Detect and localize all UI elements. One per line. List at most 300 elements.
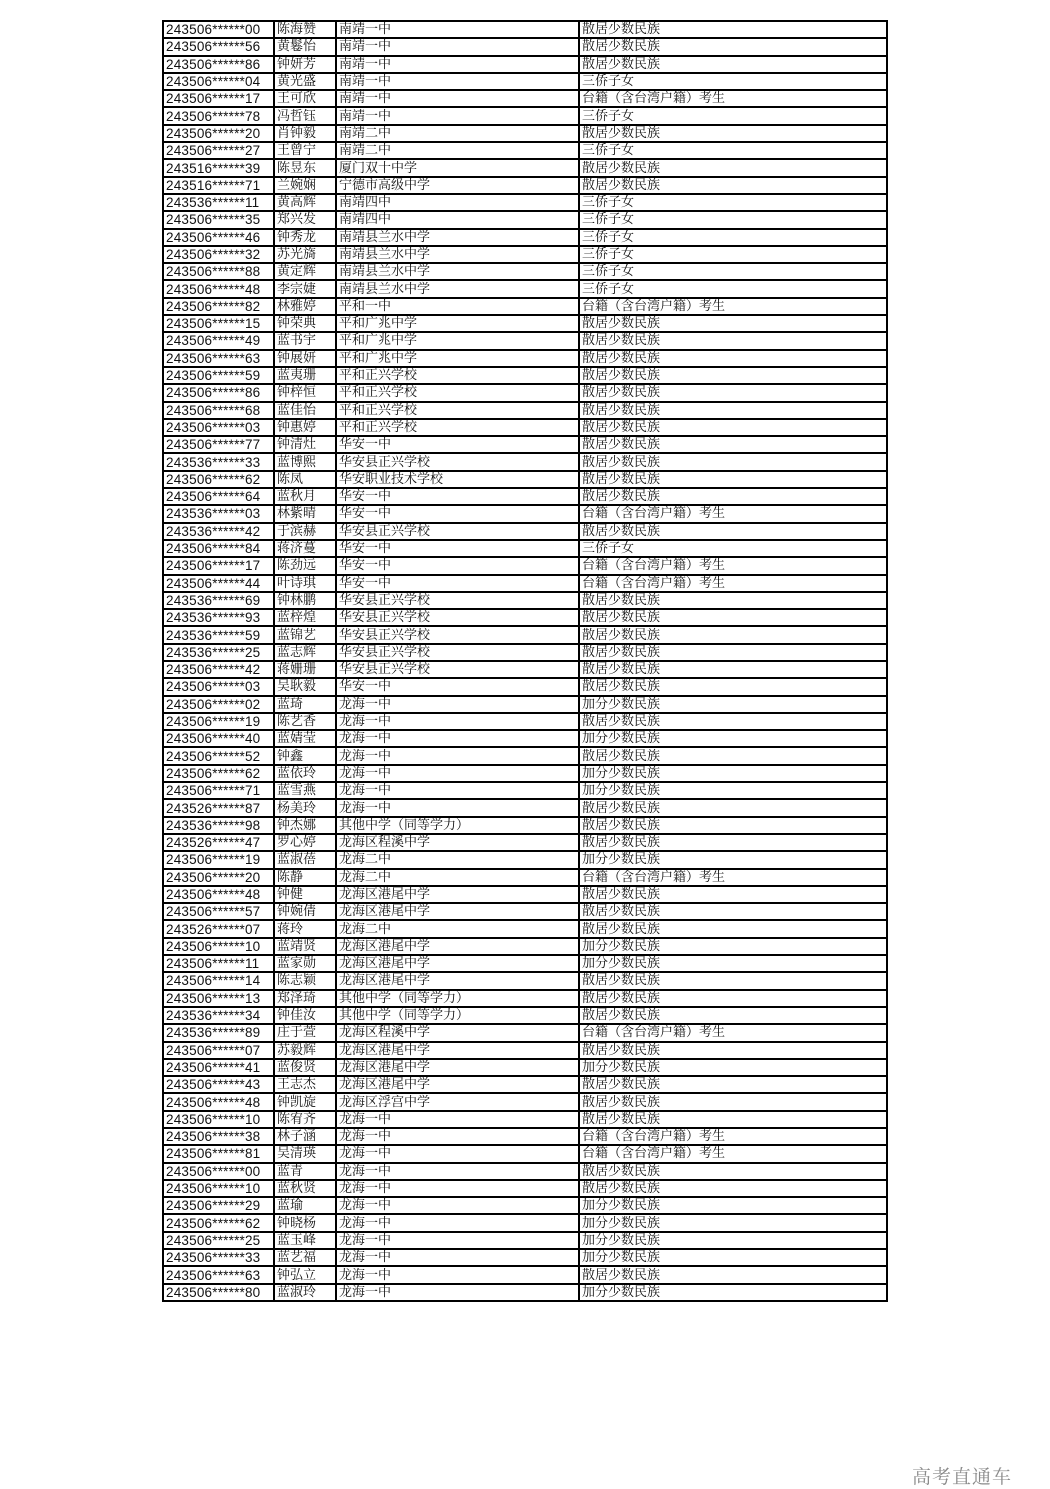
exam-id-cell: 243506******27: [163, 142, 274, 159]
exam-id-cell: 243536******25: [163, 644, 274, 661]
name-cell: 蒋玲: [274, 920, 336, 937]
name-cell: 蓝佳怡: [274, 402, 336, 419]
school-cell: 龙海一中: [336, 1163, 579, 1180]
category-cell: 加分少数民族: [579, 1249, 887, 1266]
category-cell: 散居少数民族: [579, 747, 887, 764]
name-cell: 陈静: [274, 869, 336, 886]
name-cell: 蓝雪燕: [274, 782, 336, 799]
name-cell: 郑泽琦: [274, 990, 336, 1007]
name-cell: 林雅婷: [274, 298, 336, 315]
name-cell: 蓝青: [274, 1163, 336, 1180]
name-cell: 陈劲远: [274, 557, 336, 574]
school-cell: 华安一中: [336, 488, 579, 505]
category-cell: 散居少数民族: [579, 678, 887, 695]
table-row: [163, 1249, 887, 1266]
exam-id-cell: 243506******11: [163, 955, 274, 972]
category-cell: 散居少数民族: [579, 1042, 887, 1059]
table-row: [163, 557, 887, 574]
school-cell: 龙海区程溪中学: [336, 1024, 579, 1041]
category-cell: 散居少数民族: [579, 626, 887, 643]
exam-id-cell: 243536******42: [163, 523, 274, 540]
name-cell: 钟杰娜: [274, 817, 336, 834]
name-cell: 林紫晴: [274, 505, 336, 522]
school-cell: 龙海一中: [336, 1249, 579, 1266]
table-row: [163, 90, 887, 107]
table-row: [163, 644, 887, 661]
school-cell: 华安县正兴学校: [336, 661, 579, 678]
category-cell: 散居少数民族: [579, 799, 887, 816]
category-cell: 加分少数民族: [579, 765, 887, 782]
exam-id-cell: 243536******11: [163, 194, 274, 211]
category-cell: 散居少数民族: [579, 350, 887, 367]
school-cell: 平和正兴学校: [336, 367, 579, 384]
name-cell: 钟健: [274, 886, 336, 903]
category-cell: 散居少数民族: [579, 903, 887, 920]
exam-id-cell: 243506******68: [163, 402, 274, 419]
exam-id-cell: 243506******62: [163, 765, 274, 782]
category-cell: 散居少数民族: [579, 471, 887, 488]
category-cell: 三侨子女: [579, 246, 887, 263]
category-cell: 散居少数民族: [579, 1111, 887, 1128]
table-row: [163, 575, 887, 592]
category-cell: 散居少数民族: [579, 609, 887, 626]
category-cell: 散居少数民族: [579, 886, 887, 903]
category-cell: 散居少数民族: [579, 1076, 887, 1093]
school-cell: 龙海区港尾中学: [336, 972, 579, 989]
name-cell: 吴清瑛: [274, 1145, 336, 1162]
name-cell: 黄鬈怡: [274, 38, 336, 55]
category-cell: 加分少数民族: [579, 1232, 887, 1249]
school-cell: 南靖县兰水中学: [336, 246, 579, 263]
name-cell: 蓝俊贤: [274, 1059, 336, 1076]
category-cell: 散居少数民族: [579, 177, 887, 194]
exam-id-cell: 243506******56: [163, 38, 274, 55]
school-cell: 平和一中: [336, 298, 579, 315]
category-cell: 散居少数民族: [579, 817, 887, 834]
exam-id-cell: 243506******82: [163, 298, 274, 315]
exam-id-cell: 243506******25: [163, 1232, 274, 1249]
name-cell: 陈志颖: [274, 972, 336, 989]
exam-id-cell: 243506******40: [163, 730, 274, 747]
name-cell: 吴耿毅: [274, 678, 336, 695]
school-cell: 龙海区港尾中学: [336, 886, 579, 903]
school-cell: 龙海一中: [336, 1266, 579, 1283]
name-cell: 冯哲钰: [274, 107, 336, 124]
table-row: [163, 21, 887, 38]
category-cell: 加分少数民族: [579, 938, 887, 955]
table-row: [163, 1093, 887, 1110]
table-row: [163, 920, 887, 937]
school-cell: 南靖一中: [336, 73, 579, 90]
name-cell: 钟惠婷: [274, 419, 336, 436]
name-cell: 王志杰: [274, 1076, 336, 1093]
name-cell: 蓝锦艺: [274, 626, 336, 643]
table-row: [163, 747, 887, 764]
school-cell: 华安一中: [336, 436, 579, 453]
name-cell: 苏光旖: [274, 246, 336, 263]
school-cell: 龙海二中: [336, 851, 579, 868]
name-cell: 蓝秋月: [274, 488, 336, 505]
school-cell: 平和广兆中学: [336, 350, 579, 367]
exam-id-cell: 243536******33: [163, 453, 274, 470]
exam-id-cell: 243506******20: [163, 869, 274, 886]
school-cell: 龙海一中: [336, 765, 579, 782]
category-cell: 散居少数民族: [579, 1007, 887, 1024]
table-row: [163, 384, 887, 401]
school-cell: 平和广兆中学: [336, 332, 579, 349]
category-cell: 三侨子女: [579, 229, 887, 246]
category-cell: 三侨子女: [579, 540, 887, 557]
table-row: [163, 938, 887, 955]
category-cell: 加分少数民族: [579, 1059, 887, 1076]
category-cell: 台籍（含台湾户籍）考生: [579, 1024, 887, 1041]
category-cell: 散居少数民族: [579, 713, 887, 730]
school-cell: 龙海一中: [336, 713, 579, 730]
exam-id-cell: 243506******00: [163, 21, 274, 38]
exam-id-cell: 243526******87: [163, 799, 274, 816]
name-cell: 钟展妍: [274, 350, 336, 367]
category-cell: 散居少数民族: [579, 1163, 887, 1180]
exam-id-cell: 243506******80: [163, 1284, 274, 1301]
school-cell: 龙海一中: [336, 1145, 579, 1162]
exam-id-cell: 243506******41: [163, 1059, 274, 1076]
exam-id-cell: 243506******77: [163, 436, 274, 453]
category-cell: 三侨子女: [579, 280, 887, 297]
school-cell: 南靖一中: [336, 56, 579, 73]
name-cell: 蓝依玲: [274, 765, 336, 782]
name-cell: 苏毅辉: [274, 1042, 336, 1059]
exam-id-cell: 243506******81: [163, 1145, 274, 1162]
exam-id-cell: 243506******48: [163, 280, 274, 297]
school-cell: 厦门双十中学: [336, 159, 579, 176]
name-cell: 陈昱东: [274, 159, 336, 176]
exam-id-cell: 243506******35: [163, 211, 274, 228]
exam-id-cell: 243506******63: [163, 1266, 274, 1283]
table-row: [163, 1266, 887, 1283]
category-cell: 台籍（含台湾户籍）考生: [579, 90, 887, 107]
name-cell: 钟妍芳: [274, 56, 336, 73]
name-cell: 罗心婷: [274, 834, 336, 851]
school-cell: 平和正兴学校: [336, 384, 579, 401]
school-cell: 华安一中: [336, 678, 579, 695]
school-cell: 龙海区港尾中学: [336, 1059, 579, 1076]
category-cell: 散居少数民族: [579, 402, 887, 419]
school-cell: 龙海区程溪中学: [336, 834, 579, 851]
name-cell: 蓝婧莹: [274, 730, 336, 747]
table-row: [163, 609, 887, 626]
name-cell: 黄定辉: [274, 263, 336, 280]
category-cell: 散居少数民族: [579, 644, 887, 661]
exam-id-cell: 243506******17: [163, 557, 274, 574]
school-cell: 龙海区港尾中学: [336, 955, 579, 972]
exam-id-cell: 243506******42: [163, 661, 274, 678]
table-row: [163, 765, 887, 782]
category-cell: 散居少数民族: [579, 436, 887, 453]
name-cell: 黄光盛: [274, 73, 336, 90]
table-row: [163, 1024, 887, 1041]
name-cell: 钟荣典: [274, 315, 336, 332]
category-cell: 三侨子女: [579, 194, 887, 211]
table-row: [163, 1007, 887, 1024]
school-cell: 龙海一中: [336, 1197, 579, 1214]
school-cell: 南靖一中: [336, 90, 579, 107]
school-cell: 平和正兴学校: [336, 419, 579, 436]
school-cell: 龙海一中: [336, 782, 579, 799]
category-cell: 散居少数民族: [579, 367, 887, 384]
table-row: [163, 713, 887, 730]
exam-id-cell: 243506******46: [163, 229, 274, 246]
category-cell: 散居少数民族: [579, 592, 887, 609]
name-cell: 蓝书宇: [274, 332, 336, 349]
table-row: [163, 419, 887, 436]
name-cell: 蒋济蔓: [274, 540, 336, 557]
name-cell: 钟晓杨: [274, 1214, 336, 1231]
name-cell: 钟婉倩: [274, 903, 336, 920]
category-cell: 散居少数民族: [579, 834, 887, 851]
category-cell: 加分少数民族: [579, 955, 887, 972]
exam-id-cell: 243506******71: [163, 782, 274, 799]
category-cell: 散居少数民族: [579, 332, 887, 349]
school-cell: 华安一中: [336, 575, 579, 592]
name-cell: 陈艺香: [274, 713, 336, 730]
table-row: [163, 56, 887, 73]
school-cell: 华安县正兴学校: [336, 523, 579, 540]
table-row: [163, 298, 887, 315]
table-row: [163, 886, 887, 903]
exam-id-cell: 243516******71: [163, 177, 274, 194]
table-row: [163, 834, 887, 851]
name-cell: 钟清灶: [274, 436, 336, 453]
candidate-table-body: [163, 21, 887, 1301]
school-cell: 龙海一中: [336, 747, 579, 764]
exam-id-cell: 243526******47: [163, 834, 274, 851]
table-row: [163, 332, 887, 349]
exam-id-cell: 243506******38: [163, 1128, 274, 1145]
table-row: [163, 1197, 887, 1214]
table-row: [163, 505, 887, 522]
exam-id-cell: 243506******63: [163, 350, 274, 367]
table-row: [163, 1059, 887, 1076]
exam-id-cell: 243506******13: [163, 990, 274, 1007]
name-cell: 陈宥齐: [274, 1111, 336, 1128]
table-row: [163, 488, 887, 505]
table-row: [163, 955, 887, 972]
school-cell: 南靖一中: [336, 21, 579, 38]
exam-id-cell: 243536******93: [163, 609, 274, 626]
table-row: [163, 177, 887, 194]
table-row: [163, 1284, 887, 1301]
name-cell: 蓝靖贤: [274, 938, 336, 955]
exam-id-cell: 243506******15: [163, 315, 274, 332]
table-row: [163, 263, 887, 280]
name-cell: 钟弘立: [274, 1266, 336, 1283]
exam-id-cell: 243506******48: [163, 1093, 274, 1110]
category-cell: 加分少数民族: [579, 851, 887, 868]
name-cell: 钟鑫: [274, 747, 336, 764]
school-cell: 华安县正兴学校: [336, 609, 579, 626]
school-cell: 平和广兆中学: [336, 315, 579, 332]
name-cell: 蓝夷珊: [274, 367, 336, 384]
school-cell: 南靖四中: [336, 211, 579, 228]
table-row: [163, 367, 887, 384]
table-row: [163, 453, 887, 470]
exam-id-cell: 243506******86: [163, 384, 274, 401]
school-cell: 龙海区港尾中学: [336, 938, 579, 955]
school-cell: 华安县正兴学校: [336, 626, 579, 643]
table-row: [163, 159, 887, 176]
category-cell: 散居少数民族: [579, 315, 887, 332]
exam-id-cell: 243506******84: [163, 540, 274, 557]
exam-id-cell: 243506******49: [163, 332, 274, 349]
category-cell: 散居少数民族: [579, 990, 887, 1007]
table-row: [163, 1232, 887, 1249]
name-cell: 蓝秋贤: [274, 1180, 336, 1197]
table-row: [163, 972, 887, 989]
exam-id-cell: 243506******43: [163, 1076, 274, 1093]
exam-id-cell: 243526******07: [163, 920, 274, 937]
category-cell: 台籍（含台湾户籍）考生: [579, 557, 887, 574]
table-row: [163, 626, 887, 643]
name-cell: 钟佳汝: [274, 1007, 336, 1024]
exam-id-cell: 243506******88: [163, 263, 274, 280]
exam-id-cell: 243506******44: [163, 575, 274, 592]
table-row: [163, 402, 887, 419]
category-cell: 散居少数民族: [579, 1093, 887, 1110]
category-cell: 三侨子女: [579, 211, 887, 228]
category-cell: 三侨子女: [579, 142, 887, 159]
table-row: [163, 436, 887, 453]
category-cell: 散居少数民族: [579, 523, 887, 540]
category-cell: 台籍（含台湾户籍）考生: [579, 1145, 887, 1162]
name-cell: 叶诗琪: [274, 575, 336, 592]
table-row: [163, 817, 887, 834]
table-row: [163, 1128, 887, 1145]
exam-id-cell: 243506******04: [163, 73, 274, 90]
school-cell: 南靖一中: [336, 107, 579, 124]
school-cell: 华安一中: [336, 540, 579, 557]
table-row: [163, 1214, 887, 1231]
table-row: [163, 194, 887, 211]
table-row: [163, 1111, 887, 1128]
table-row: [163, 990, 887, 1007]
category-cell: 加分少数民族: [579, 782, 887, 799]
school-cell: 南靖县兰水中学: [336, 229, 579, 246]
name-cell: 钟秀龙: [274, 229, 336, 246]
exam-id-cell: 243506******03: [163, 419, 274, 436]
school-cell: 宁德市高级中学: [336, 177, 579, 194]
name-cell: 肖钟毅: [274, 125, 336, 142]
name-cell: 王曾宁: [274, 142, 336, 159]
category-cell: 散居少数民族: [579, 920, 887, 937]
name-cell: 陈海赞: [274, 21, 336, 38]
exam-id-cell: 243536******34: [163, 1007, 274, 1024]
name-cell: 蓝志辉: [274, 644, 336, 661]
name-cell: 钟梓恒: [274, 384, 336, 401]
exam-id-cell: 243506******10: [163, 938, 274, 955]
school-cell: 龙海一中: [336, 1128, 579, 1145]
watermark: 高考直通车: [912, 1466, 1013, 1488]
table-row: [163, 315, 887, 332]
name-cell: 蓝艺福: [274, 1249, 336, 1266]
category-cell: 台籍（含台湾户籍）考生: [579, 1128, 887, 1145]
exam-id-cell: 243506******62: [163, 1214, 274, 1231]
exam-id-cell: 243506******19: [163, 851, 274, 868]
exam-id-cell: 243506******10: [163, 1180, 274, 1197]
exam-id-cell: 243516******39: [163, 159, 274, 176]
category-cell: 台籍（含台湾户籍）考生: [579, 298, 887, 315]
name-cell: 蒋姗珊: [274, 661, 336, 678]
table-row: [163, 696, 887, 713]
school-cell: 平和正兴学校: [336, 402, 579, 419]
exam-id-cell: 243536******59: [163, 626, 274, 643]
table-row: [163, 280, 887, 297]
name-cell: 郑兴发: [274, 211, 336, 228]
table-row: [163, 246, 887, 263]
school-cell: 其他中学（同等学力）: [336, 817, 579, 834]
category-cell: 散居少数民族: [579, 488, 887, 505]
category-cell: 台籍（含台湾户籍）考生: [579, 575, 887, 592]
table-row: [163, 523, 887, 540]
table-row: [163, 730, 887, 747]
category-cell: 散居少数民族: [579, 1266, 887, 1283]
exam-id-cell: 243506******32: [163, 246, 274, 263]
category-cell: 加分少数民族: [579, 730, 887, 747]
table-row: [163, 592, 887, 609]
table-row: [163, 229, 887, 246]
school-cell: 龙海一中: [336, 1232, 579, 1249]
school-cell: 南靖二中: [336, 142, 579, 159]
name-cell: 蓝瑜: [274, 1197, 336, 1214]
category-cell: 三侨子女: [579, 107, 887, 124]
exam-id-cell: 243506******86: [163, 56, 274, 73]
name-cell: 蓝博熙: [274, 453, 336, 470]
name-cell: 王可欣: [274, 90, 336, 107]
name-cell: 蓝玉峰: [274, 1232, 336, 1249]
school-cell: 其他中学（同等学力）: [336, 1007, 579, 1024]
school-cell: 龙海区浮宫中学: [336, 1093, 579, 1110]
exam-id-cell: 243506******52: [163, 747, 274, 764]
school-cell: 龙海二中: [336, 920, 579, 937]
exam-id-cell: 243536******89: [163, 1024, 274, 1041]
school-cell: 华安一中: [336, 557, 579, 574]
school-cell: 龙海一中: [336, 1284, 579, 1301]
candidate-table: [162, 20, 888, 1302]
name-cell: 林子涵: [274, 1128, 336, 1145]
category-cell: 散居少数民族: [579, 21, 887, 38]
table-row: [163, 125, 887, 142]
exam-id-cell: 243536******03: [163, 505, 274, 522]
school-cell: 龙海区港尾中学: [336, 1042, 579, 1059]
table-row: [163, 1042, 887, 1059]
table-row: [163, 869, 887, 886]
exam-id-cell: 243506******64: [163, 488, 274, 505]
table-row: [163, 1180, 887, 1197]
category-cell: 散居少数民族: [579, 38, 887, 55]
category-cell: 散居少数民族: [579, 661, 887, 678]
exam-id-cell: 243506******78: [163, 107, 274, 124]
name-cell: 兰婉娴: [274, 177, 336, 194]
category-cell: 散居少数民族: [579, 1180, 887, 1197]
exam-id-cell: 243536******98: [163, 817, 274, 834]
category-cell: 加分少数民族: [579, 696, 887, 713]
table-row: [163, 38, 887, 55]
category-cell: 加分少数民族: [579, 1214, 887, 1231]
school-cell: 其他中学（同等学力）: [336, 990, 579, 1007]
name-cell: 庄于萱: [274, 1024, 336, 1041]
exam-id-cell: 243506******14: [163, 972, 274, 989]
table-row: [163, 471, 887, 488]
table-row: [163, 782, 887, 799]
